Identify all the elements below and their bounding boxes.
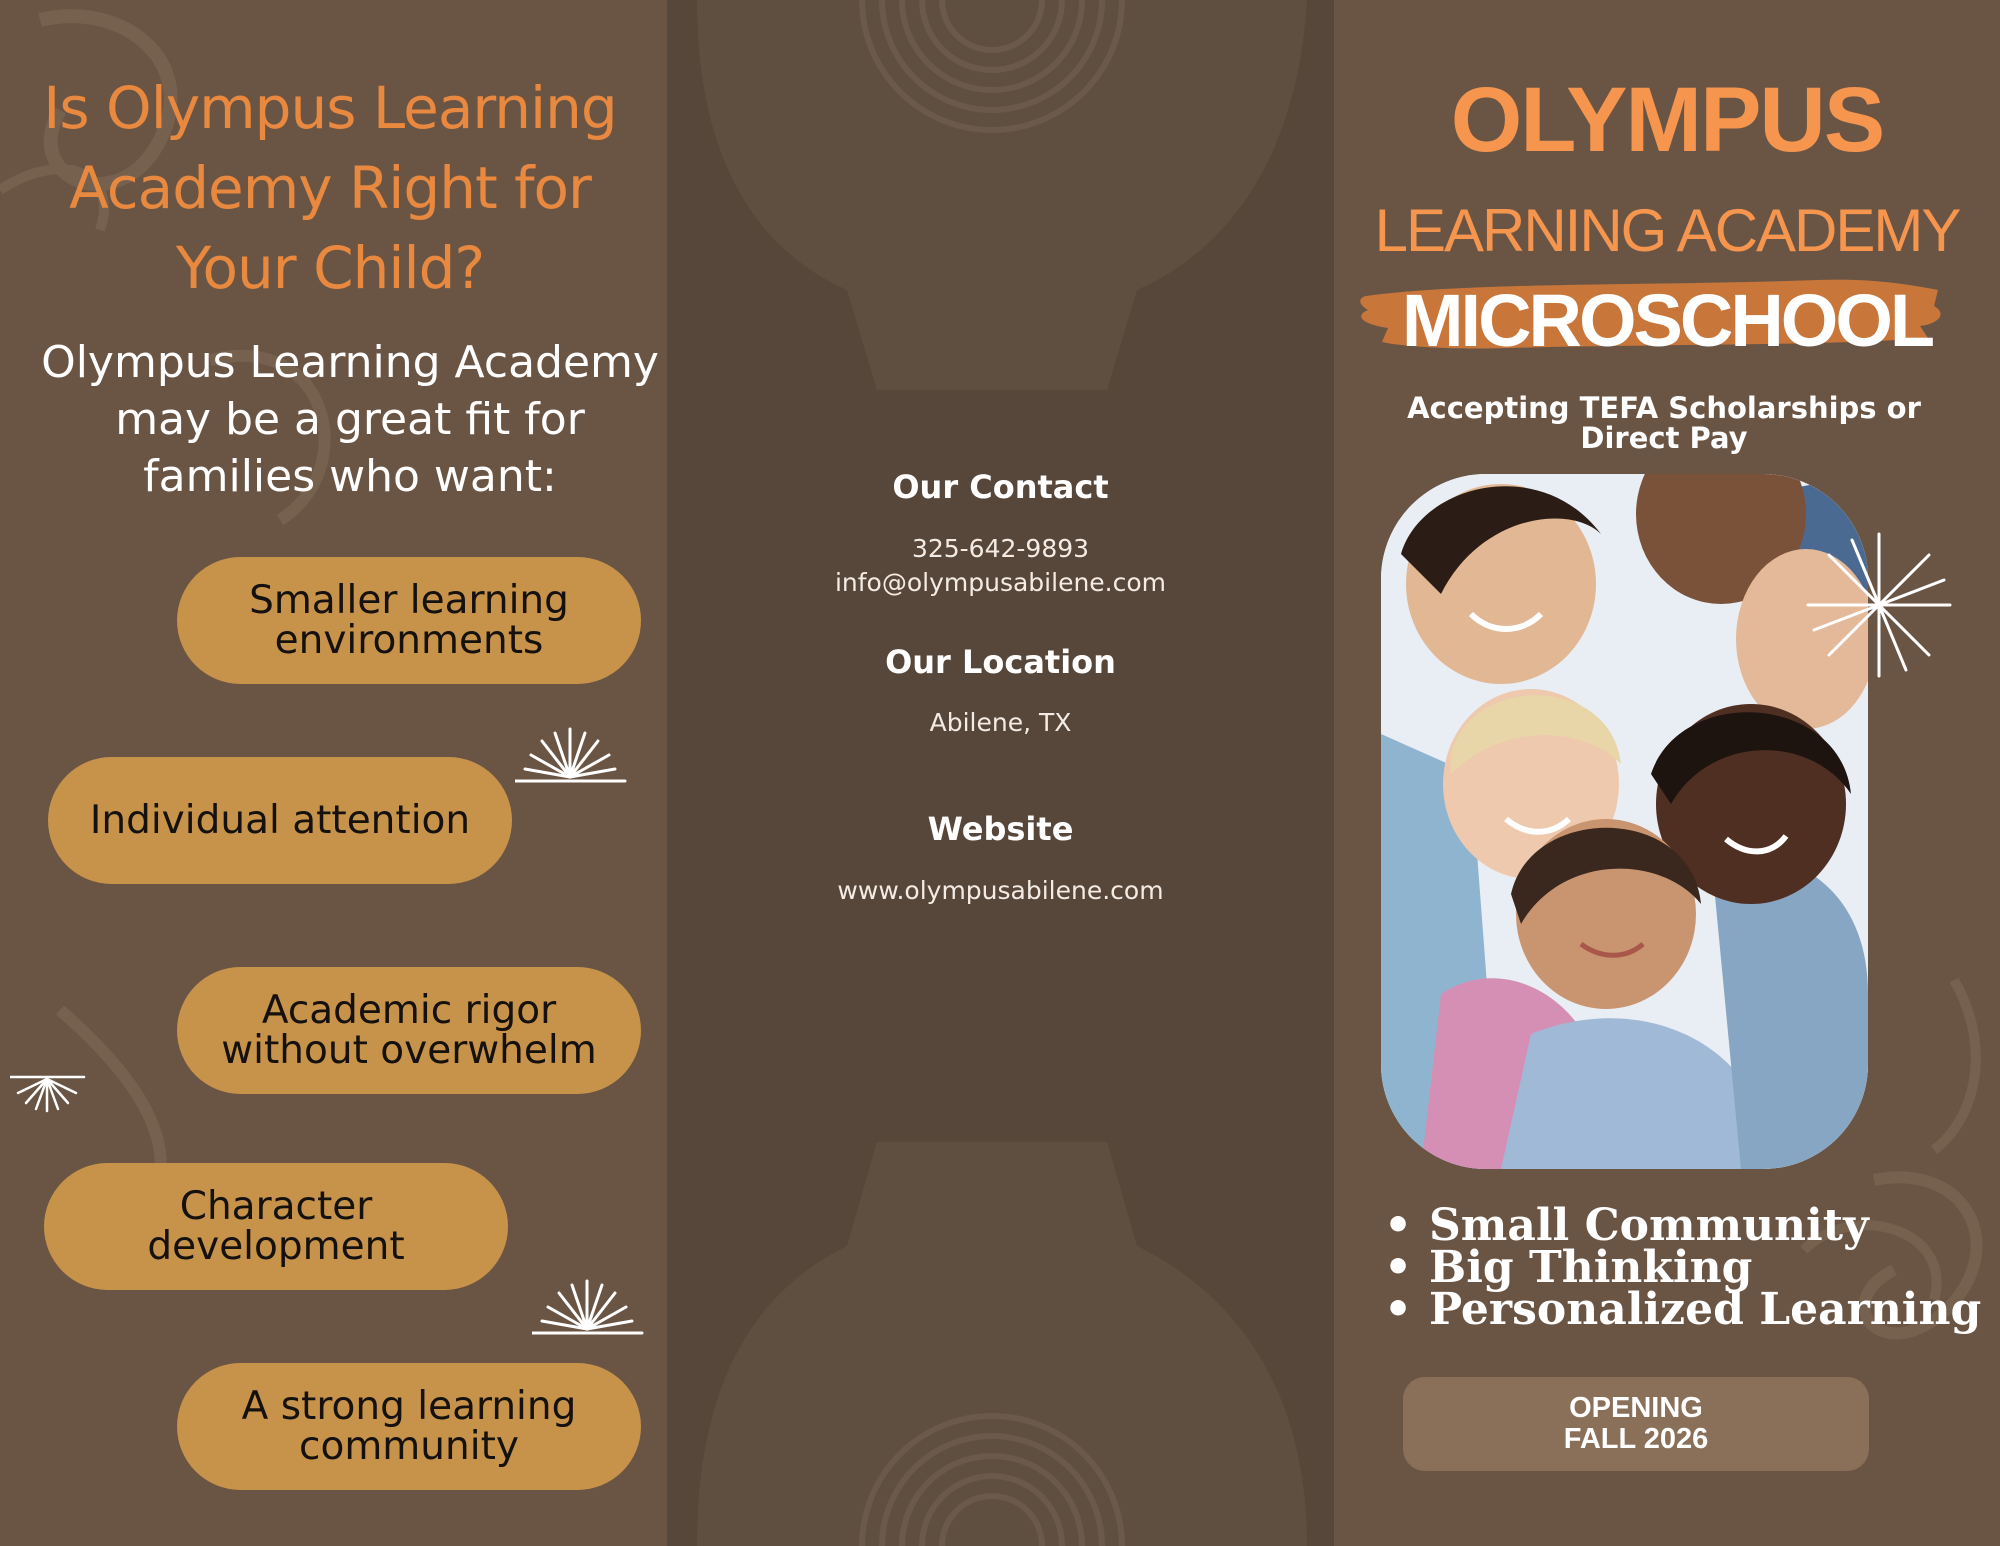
email-address[interactable]: info@olympusabilene.com — [834, 568, 1167, 597]
sunburst-icon — [10, 1073, 86, 1115]
pill-line: Smaller learning — [249, 577, 569, 623]
pill-line: Individual attention — [89, 797, 471, 843]
sunburst-icon — [532, 1277, 644, 1337]
benefit-pill — [48, 757, 512, 884]
website-heading: Website — [927, 810, 1074, 848]
microschool-label: MICROSCHOOL — [1401, 279, 1933, 362]
benefit-pill — [44, 1163, 508, 1290]
intro-line: may be a great fit for — [115, 394, 585, 445]
pill-line: Academic rigor — [261, 987, 557, 1033]
contact-heading: Our Contact — [892, 468, 1109, 506]
feature-item: • Personalized Learning — [1384, 1289, 1981, 1331]
left-intro-text — [30, 334, 667, 505]
location-heading: Our Location — [885, 643, 1116, 681]
benefit-pill — [177, 1363, 641, 1490]
pill-line: A strong learning — [241, 1383, 577, 1429]
school-subtitle: LEARNING ACADEMY — [1374, 197, 1960, 264]
pill-line: environments — [274, 617, 544, 663]
right-panel — [1334, 0, 2000, 1546]
accepting-payments-text: Accepting TEFA Scholarships or Direct Pay — [1407, 391, 1921, 455]
opening-season: FALL 2026 — [1563, 1423, 1709, 1455]
feature-item: • Big Thinking — [1384, 1247, 1981, 1289]
school-name-title: OLYMPUS — [1450, 69, 1884, 171]
photo-illustration — [1381, 474, 1868, 1169]
location-text: Abilene, TX — [929, 708, 1072, 737]
feature-item: • Small Community — [1384, 1205, 1981, 1247]
decorative-vase-shapes — [667, 0, 1334, 1546]
left-panel — [0, 0, 667, 1546]
feature-list — [1384, 1200, 1982, 1335]
children-group-photo — [1381, 474, 1868, 1169]
intro-line: Olympus Learning Academy — [41, 337, 659, 388]
opening-date-badge — [1403, 1377, 1869, 1471]
pill-line: community — [299, 1423, 519, 1469]
intro-line: families who want: — [143, 451, 557, 502]
pill-line: Character — [179, 1183, 373, 1229]
sunburst-icon — [515, 725, 627, 785]
starburst-icon — [1804, 530, 1954, 680]
contact-details — [667, 532, 1334, 600]
benefit-pill — [177, 967, 641, 1094]
phone-number[interactable]: 325-642-9893 — [911, 534, 1090, 563]
pill-line: without overwhelm — [221, 1027, 597, 1073]
opening-label: OPENING — [1569, 1392, 1703, 1424]
website-link[interactable]: www.olympusabilene.com — [837, 876, 1164, 905]
left-heading: Is Olympus Learning Academy Right for Your Child? — [43, 74, 617, 302]
middle-panel — [667, 0, 1334, 1546]
benefit-pill — [177, 557, 641, 684]
pill-line: development — [147, 1223, 405, 1269]
